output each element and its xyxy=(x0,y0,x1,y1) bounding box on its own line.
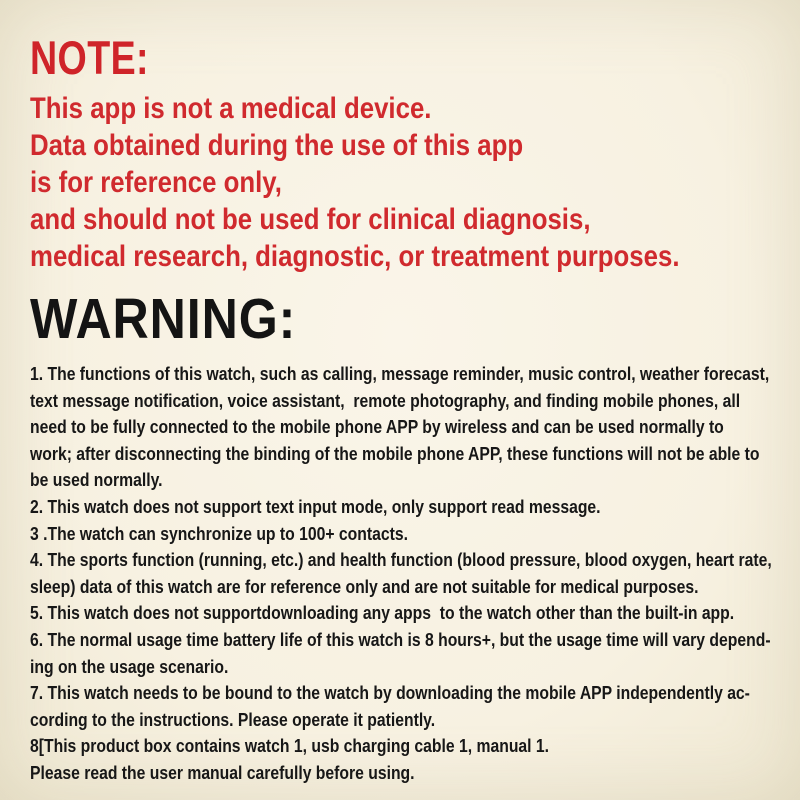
warning-line: 8[This product box contains watch 1, usb charging cable 1, manual 1. xyxy=(30,735,550,757)
note-line: medical research, diagnostic, or treatment purposes. xyxy=(30,240,680,273)
note-line: and should not be used for clinical diagnosis, xyxy=(30,203,591,236)
warning-line: 4. The sports function (running, etc.) and health function (blood pressure, blood oxygen, heart rate, xyxy=(30,549,772,571)
warning-line: ing on the usage scenario. xyxy=(30,655,229,677)
warning-line: be used normally. xyxy=(30,469,163,491)
warning-line: need to be fully connected to the mobile phone APP by wireless and can be used normally to xyxy=(30,416,724,438)
warning-line: work; after disconnecting the binding of the mobile phone APP, these functions will not be able to xyxy=(30,442,760,464)
warning-line: text message notification, voice assistant, remote photography, and finding mobile phones, all xyxy=(30,389,741,411)
warning-heading: WARNING: xyxy=(30,287,297,351)
warning-line: 3 .The watch can synchronize up to 100+ contacts. xyxy=(30,522,408,544)
warning-line: 2. This watch does not support text input mode, only support read message. xyxy=(30,495,601,517)
warning-line: 6. The normal usage time battery life of this watch is 8 hours+, but the usage time will vary depend- xyxy=(30,628,771,650)
note-line: Data obtained during the use of this app xyxy=(30,129,524,162)
note-line: is for reference only, xyxy=(30,166,282,199)
warning-line: 5. This watch does not supportdownloading any apps to the watch other than the built-in app. xyxy=(30,602,735,624)
note-line: This app is not a medical device. xyxy=(30,92,432,125)
note-heading: NOTE: xyxy=(30,31,149,84)
note-section xyxy=(30,90,692,275)
warning-line: sleep) data of this watch are for reference only and are not suitable for medical purposes. xyxy=(30,575,699,597)
warning-line: 1. The functions of this watch, such as calling, message reminder, music control, weather forecast, xyxy=(30,363,770,384)
warning-section xyxy=(30,361,772,787)
warning-line: Please read the user manual carefully before using. xyxy=(30,761,415,783)
warning-line: 7. This watch needs to be bound to the watch by downloading the mobile APP independently ac- xyxy=(30,682,750,704)
warning-line: cording to the instructions. Please operate it patiently. xyxy=(30,708,436,730)
